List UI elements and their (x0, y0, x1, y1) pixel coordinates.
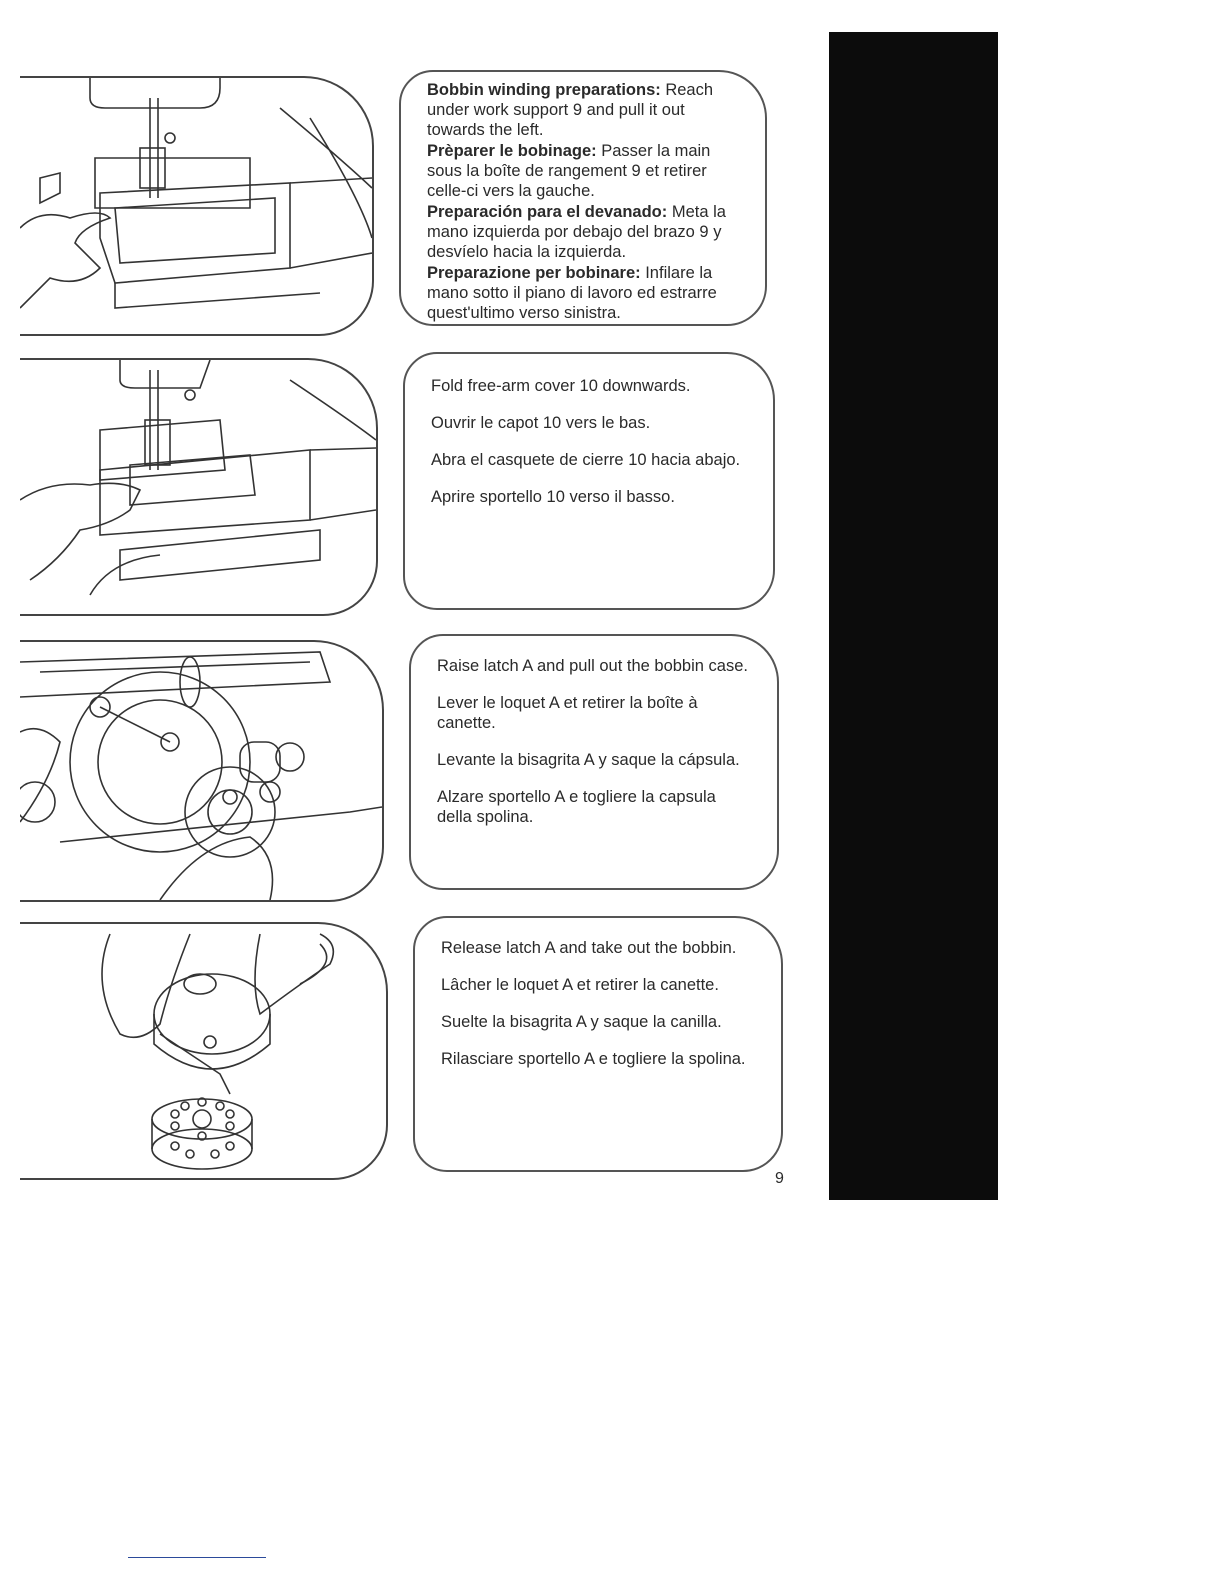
instruction-box-3 (409, 634, 779, 890)
paragraph-fr (427, 141, 739, 201)
paragraph-fr: Lever le loquet A et retirer la boîte à canette. (437, 694, 698, 732)
instruction-box-1 (399, 70, 767, 326)
paragraph-fr: Lâcher le loquet A et retirer la canette. (441, 976, 719, 994)
paragraph-en: Release latch A and take out the bobbin. (441, 939, 737, 957)
text-it: Infilare la mano sotto il piano di lavoro ed estrarre quest'ultimo verso sinistra. (427, 264, 717, 322)
text-fr: Passer la main sous la boîte de rangement 9 et retirer celle-ci vers la gauche. (427, 142, 711, 200)
paragraph-en: Raise latch A and pull out the bobbin case. (437, 657, 748, 675)
heading-en: Bobbin winding preparations: (427, 81, 661, 99)
instruction-box-2 (403, 352, 775, 610)
illustration-bobbin-case-removal (20, 640, 384, 902)
paragraph-it (427, 263, 739, 323)
paragraph-it: Aprire sportello 10 verso il basso. (431, 488, 675, 506)
paragraph-it: Alzare sportello A e togliere la capsula della spolina. (437, 788, 716, 826)
paragraph-en: Fold free-arm cover 10 downwards. (431, 377, 691, 395)
paragraph-es: Levante la bisagrita A y saque la cápsula. (437, 751, 740, 769)
page-number: 9 (775, 1170, 784, 1187)
illustration-free-arm-cover (20, 358, 378, 616)
paragraph-es (427, 202, 739, 262)
paragraph-fr: Ouvrir le capot 10 vers le bas. (431, 414, 651, 432)
paragraph-es: Abra el casquete de cierre 10 hacia abajo. (431, 451, 741, 469)
illustration-work-support (20, 76, 374, 336)
paragraph-it: Rilasciare sportello A e togliere la spolina. (441, 1050, 746, 1068)
paragraph-es: Suelte la bisagrita A y saque la canilla. (441, 1013, 722, 1031)
heading-fr: Prèparer le bobinage: (427, 142, 597, 160)
instruction-box-4 (413, 916, 783, 1172)
text-en: Reach under work support 9 and pull it out towards the left. (427, 81, 714, 139)
paragraph-en (427, 80, 739, 140)
footer-line (128, 1557, 266, 1558)
text-es: Meta la mano izquierda por debajo del brazo 9 y desvíelo hacia la izquierda. (427, 203, 726, 261)
illustration-bobbin-removal (20, 922, 388, 1180)
black-side-bar (829, 32, 998, 1200)
heading-it: Preparazione per bobinare: (427, 264, 641, 282)
heading-es: Preparación para el devanado: (427, 203, 668, 221)
